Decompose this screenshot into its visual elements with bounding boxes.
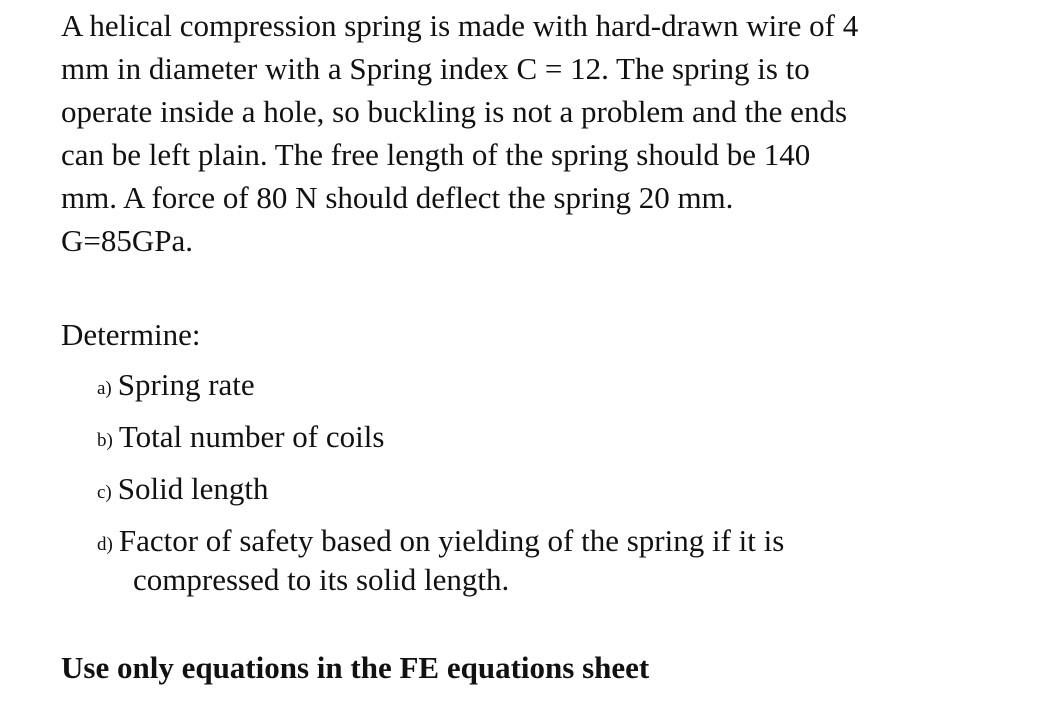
problem-line: G=85GPa. <box>61 223 194 258</box>
task-text: Total number of coils <box>118 419 385 454</box>
task-marker: b) <box>97 430 113 451</box>
task-item-b <box>97 415 1017 463</box>
instruction-note: Use only equations in the FE equations sheet <box>61 650 650 685</box>
determine-heading: Determine: <box>61 317 201 352</box>
task-marker: a) <box>97 378 112 399</box>
task-text: Factor of safety based on yielding of the spring if it is <box>118 523 785 558</box>
problem-line: A helical compression spring is made with hard-drawn wire of 4 <box>61 8 859 43</box>
problem-line: mm. A force of 80 N should deflect the spring 20 mm. <box>61 180 734 215</box>
task-marker: d) <box>97 534 113 555</box>
task-item-c <box>97 467 1017 515</box>
task-item-d <box>97 519 1017 599</box>
task-text-continuation: compressed to its solid length. <box>133 562 510 597</box>
problem-line: mm in diameter with a Spring index C = 12. The spring is to <box>61 51 810 86</box>
problem-line: operate inside a hole, so buckling is not a problem and the ends <box>61 94 848 129</box>
problem-line: can be left plain. The free length of the spring should be 140 <box>61 137 811 172</box>
task-text: Solid length <box>117 471 269 506</box>
task-item-a <box>97 363 1017 411</box>
task-list <box>97 363 1017 603</box>
problem-statement <box>61 4 1021 262</box>
task-marker: c) <box>97 482 112 503</box>
task-text: Spring rate <box>117 367 255 402</box>
